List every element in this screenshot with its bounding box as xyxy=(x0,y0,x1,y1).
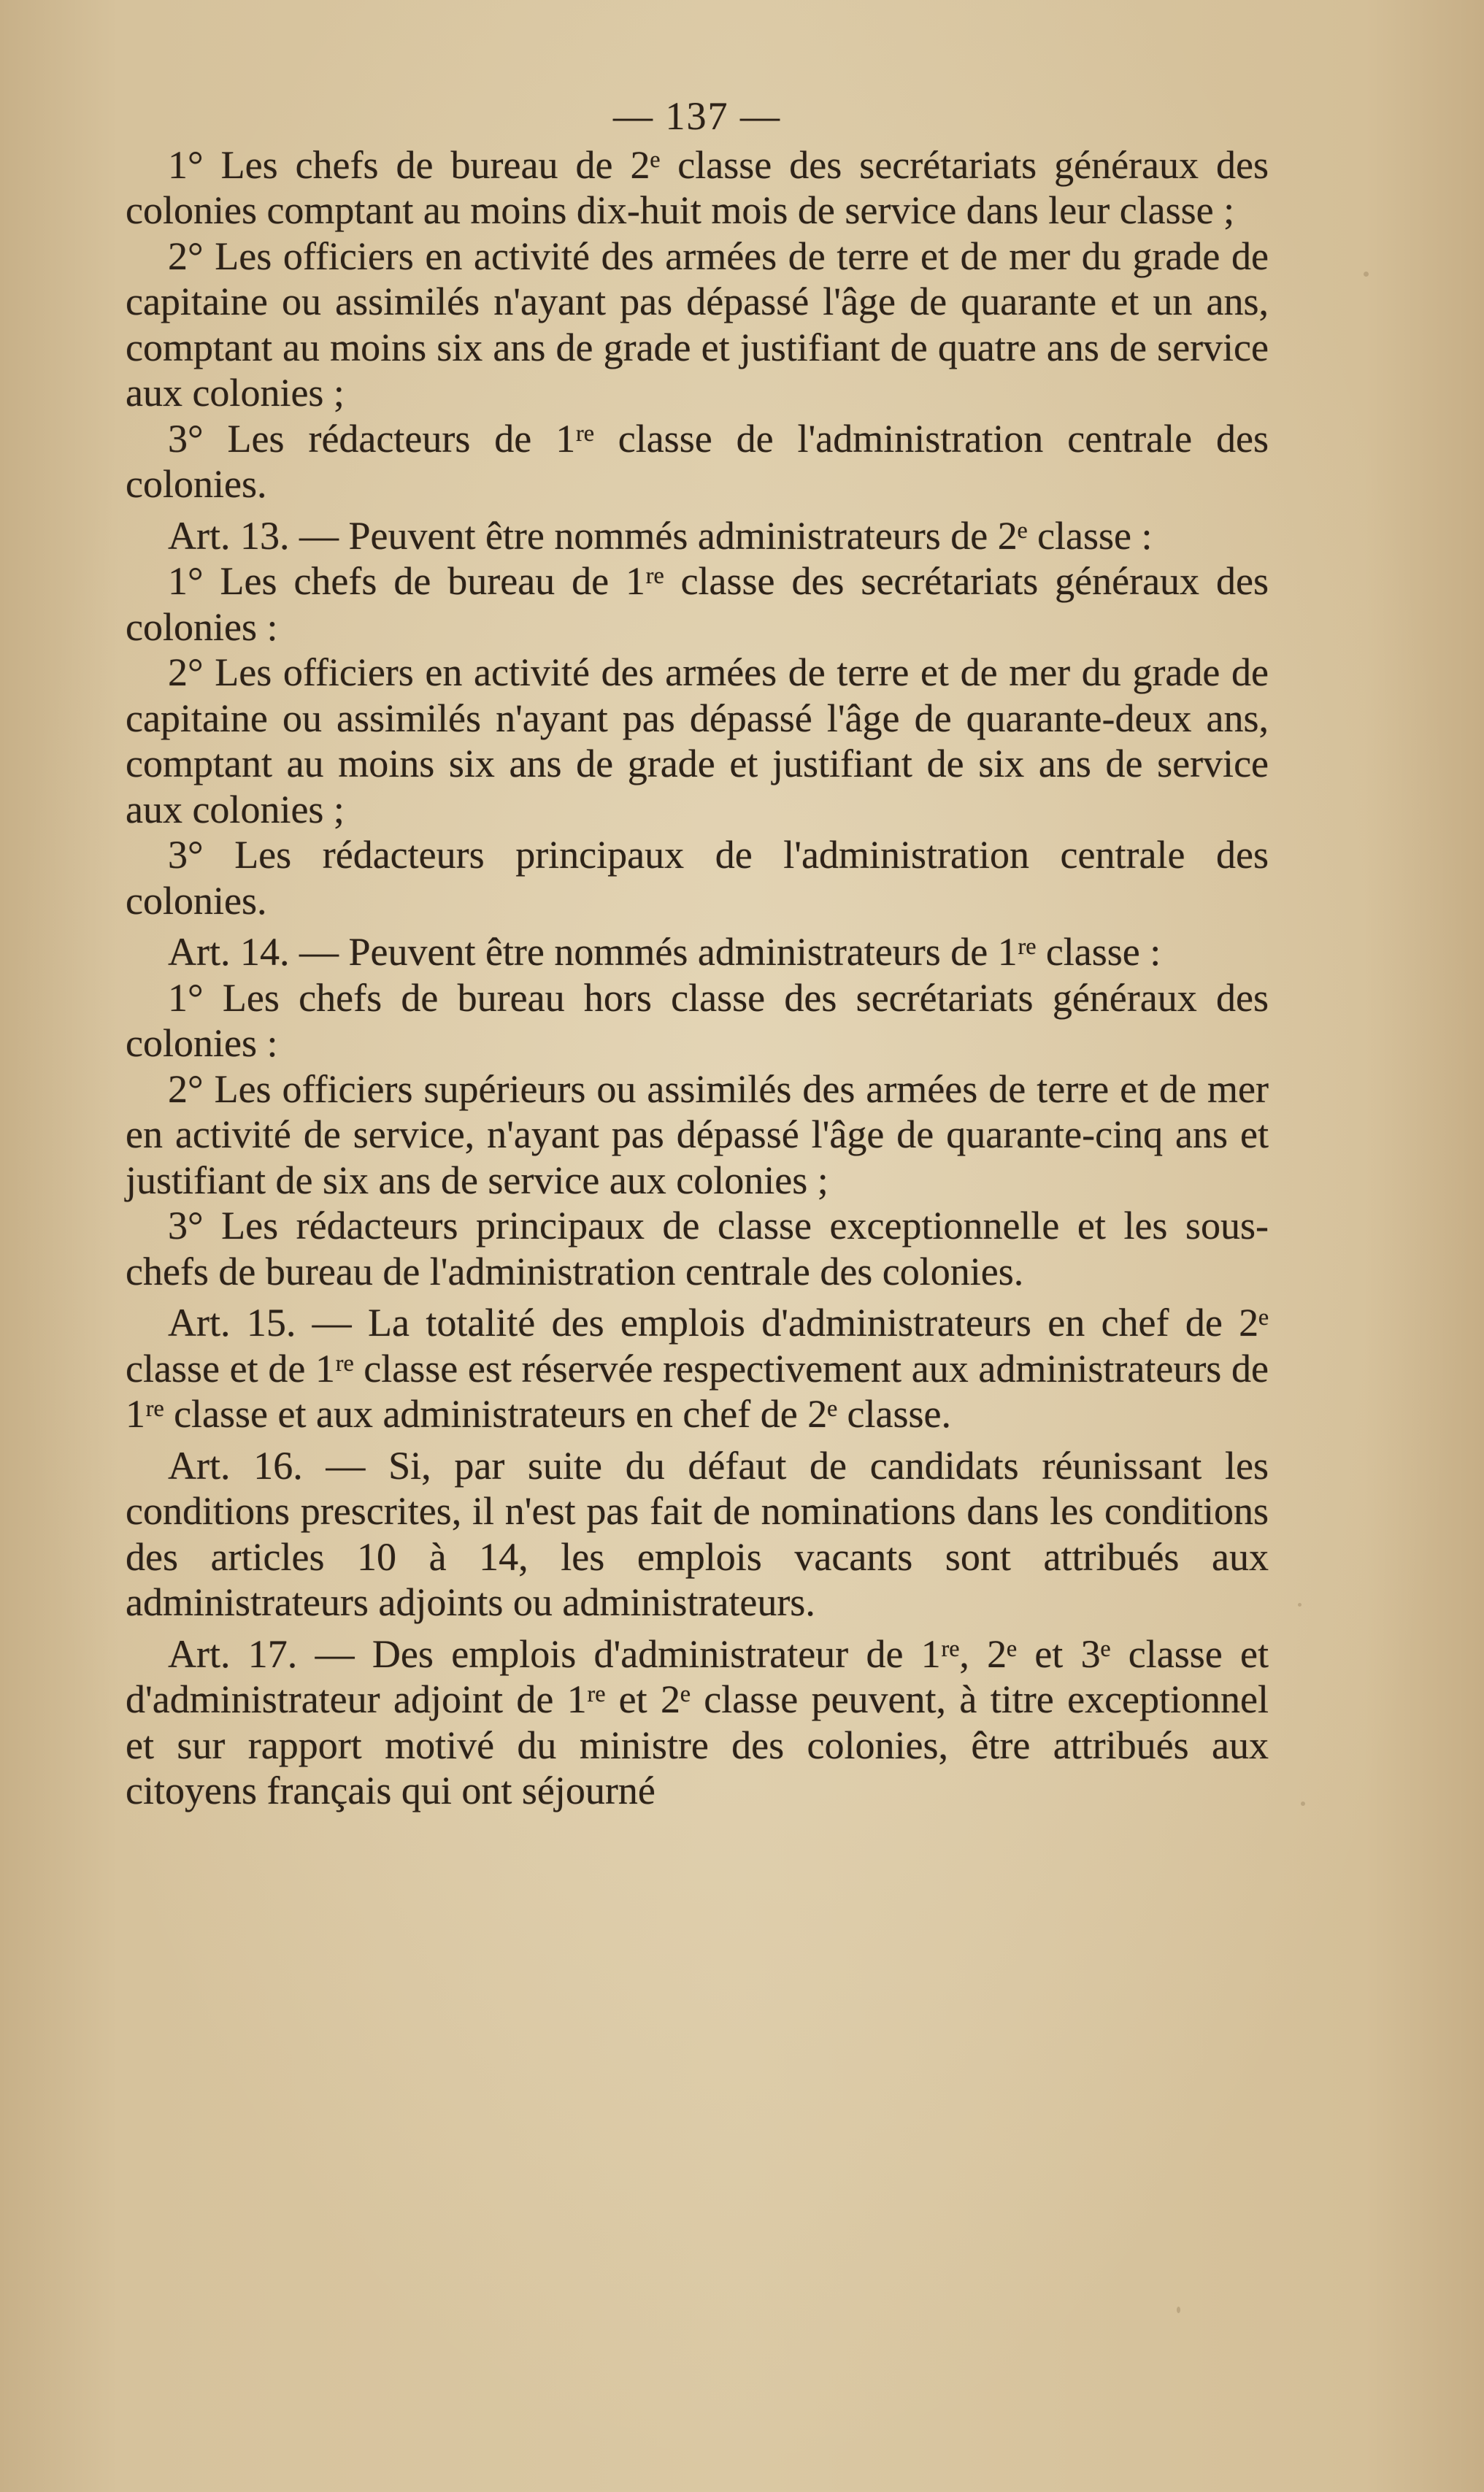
paragraph-item: 1° Les chefs de bureau hors classe des secrétariats généraux des colonies : xyxy=(126,975,1269,1065)
paragraph-item: 2° Les officiers supérieurs ou assimilés des armées de terre et de mer en activité de service, n'ayant pas dépassé l'âge de quarante-cinq ans et justifiant de six ans de service aux colonies ; xyxy=(126,1066,1269,1202)
paper-speck xyxy=(1298,1603,1302,1607)
paragraph-item: 2° Les officiers en activité des armées de terre et de mer du grade de capitaine ou assimilés n'ayant pas dépassé l'âge de quarante-deux ans, comptant au moins six ans de grade et justifiant de six ans de service aux colonies ; xyxy=(126,650,1269,831)
page-text xyxy=(126,93,1269,1814)
paragraph-item: 1° Les chefs de bureau de 2ᵉ classe des secrétariats généraux des colonies comptant au moins dix-huit mois de service dans leur classe ; xyxy=(126,142,1269,232)
article-paragraph: Art. 15. — La totalité des emplois d'administrateurs en chef de 2ᵉ classe et de 1ʳᵉ classe est réservée respectivement aux administrateurs de 1ʳᵉ classe et aux administrateurs en chef de 2ᵉ classe. xyxy=(126,1301,1269,1436)
paragraph-item: 1° Les chefs de bureau de 1ʳᵉ classe des secrétariats généraux des colonies : xyxy=(126,559,1269,649)
paragraph-item: 3° Les rédacteurs principaux de classe exceptionnelle et les sous-chefs de bureau de l'administration centrale des colonies. xyxy=(126,1204,1269,1293)
page-number: — 137 — xyxy=(613,94,781,138)
paragraph-item: 2° Les officiers en activité des armées de terre et de mer du grade de capitaine ou assimilés n'ayant pas dépassé l'âge de quarante et un ans, comptant au moins six ans de grade et justifiant de quatre ans de service aux colonies ; xyxy=(126,234,1269,415)
paragraph-item: 3° Les rédacteurs principaux de l'administration centrale des colonies. xyxy=(126,833,1269,923)
article-heading: Art. 14. — Peuvent être nommés administrateurs de 1ʳᵉ classe : xyxy=(168,930,1161,974)
paper-speck xyxy=(1364,272,1369,277)
article-paragraph: Art. 16. — Si, par suite du défaut de candidats réunissant les conditions prescrites, il n'est pas fait de nominations dans les conditions des articles 10 à 14, les emplois vacants sont attribués aux administrateurs adjoints ou administrateurs. xyxy=(126,1443,1269,1624)
article-paragraph: Art. 17. — Des emplois d'administrateur de 1ʳᵉ, 2ᵉ et 3ᵉ classe et d'administrateur adjoint de 1ʳᵉ et 2ᵉ classe peuvent, à titre exceptionnel et sur rapport motivé du ministre des colonies, être attribués aux citoyens français qui ont séjourné xyxy=(126,1631,1269,1812)
paper-speck xyxy=(1177,2307,1180,2313)
article-heading: Art. 13. — Peuvent être nommés administrateurs de 2ᵉ classe : xyxy=(168,513,1153,558)
paper-speck xyxy=(1301,1801,1305,1806)
paragraph-item: 3° Les rédacteurs de 1ʳᵉ classe de l'administration centrale des colonies. xyxy=(126,416,1269,506)
